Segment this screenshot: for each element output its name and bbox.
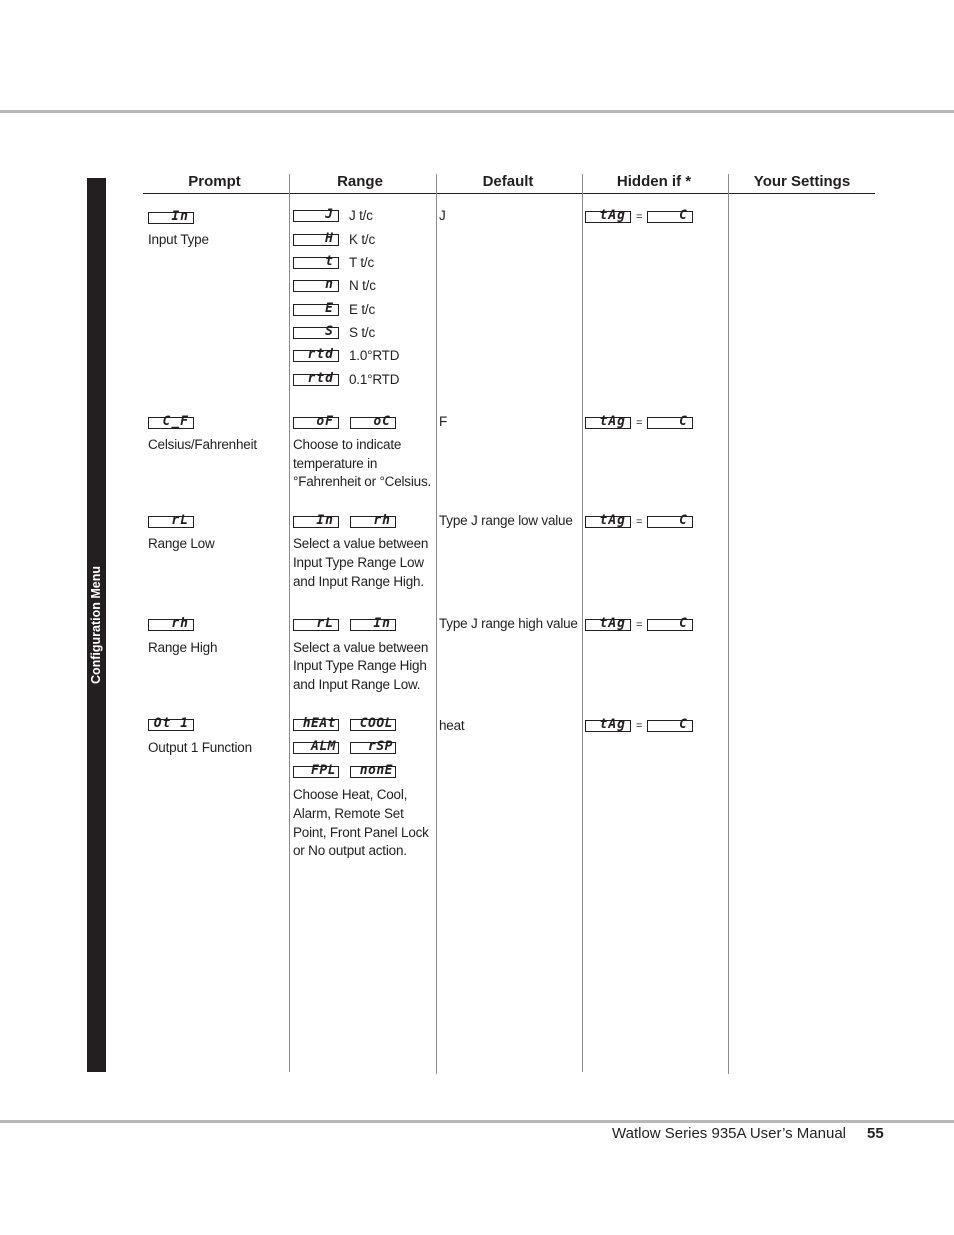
range-display: E <box>293 304 339 316</box>
range-display: rtd <box>293 350 339 362</box>
equals-sign: = <box>636 619 643 631</box>
range-display: oC <box>350 417 396 429</box>
default-value: Type J range high value <box>439 616 578 631</box>
header-rule <box>143 193 875 194</box>
prompt-label: Range High <box>148 640 218 655</box>
range-description-line: Choose Heat, Cool, <box>293 787 408 802</box>
bottom-rule <box>0 1120 954 1123</box>
range-option-label: 0.1°RTD <box>349 372 400 387</box>
equals-sign: = <box>636 516 643 528</box>
range-description-line: °Fahrenheit or °Celsius. <box>293 474 432 489</box>
hidden-if-value-display: C <box>647 619 693 631</box>
range-display: J <box>293 210 339 222</box>
range-display: t <box>293 257 339 269</box>
hidden-if-value-display: C <box>647 417 693 429</box>
range-option-label: E t/c <box>349 302 376 317</box>
range-description-line: and Input Range High. <box>293 574 424 589</box>
prompt-label: Celsius/Fahrenheit <box>148 437 257 452</box>
range-display: In <box>350 619 396 631</box>
prompt-display: In <box>148 212 194 224</box>
prompt-display: C_F <box>148 417 194 429</box>
range-description-line: Select a value between <box>293 536 429 551</box>
prompt-display: rL <box>148 516 194 528</box>
range-description-line: Select a value between <box>293 640 429 655</box>
hidden-if-display: tAg <box>585 417 631 429</box>
range-display: rtd <box>293 374 339 386</box>
range-description-line: Point, Front Panel Lock <box>293 825 429 840</box>
range-display: n <box>293 280 339 292</box>
range-display: ALM <box>293 742 339 754</box>
default-value: Type J range low value <box>439 513 573 528</box>
header-default: Default <box>482 173 534 190</box>
equals-sign: = <box>636 211 643 223</box>
range-display: oF <box>293 417 339 429</box>
hidden-if-value-display: C <box>647 211 693 223</box>
range-display: COOL <box>350 719 396 731</box>
default-value: J <box>439 208 446 223</box>
hidden-if-display: tAg <box>585 619 631 631</box>
range-description-line: Alarm, Remote Set <box>293 806 404 821</box>
range-display: hEAt <box>293 719 339 731</box>
default-value: heat <box>439 718 465 733</box>
range-option-label: S t/c <box>349 325 376 340</box>
header-range: Range <box>337 173 383 190</box>
column-divider <box>289 174 290 1072</box>
prompt-display: Ot 1 <box>148 719 194 731</box>
equals-sign: = <box>636 720 643 732</box>
range-option-label: J t/c <box>349 208 373 223</box>
range-description-line: temperature in <box>293 456 378 471</box>
hidden-if-display: tAg <box>585 720 631 732</box>
hidden-if-display: tAg <box>585 211 631 223</box>
equals-sign: = <box>636 417 643 429</box>
range-display: In <box>293 516 339 528</box>
range-display: S <box>293 327 339 339</box>
range-description-line: Input Type Range High <box>293 658 427 673</box>
prompt-display: rh <box>148 619 194 631</box>
range-option-label: 1.0°RTD <box>349 348 400 363</box>
range-display: nonE <box>350 766 396 778</box>
top-rule <box>0 110 954 113</box>
footer-title: Watlow Series 935A User’s Manual <box>612 1125 846 1142</box>
range-description-line: or No output action. <box>293 843 407 858</box>
range-option-label: N t/c <box>349 278 376 293</box>
range-display: rSP <box>350 742 396 754</box>
range-description-line: Input Type Range Low <box>293 555 424 570</box>
hidden-if-value-display: C <box>647 516 693 528</box>
range-display: rh <box>350 516 396 528</box>
hidden-if-value-display: C <box>647 720 693 732</box>
header-hidden-if: Hidden if * <box>616 173 692 190</box>
header-your-settings: Your Settings <box>753 173 851 190</box>
range-display: H <box>293 234 339 246</box>
column-divider <box>728 174 729 1074</box>
range-display: rL <box>293 619 339 631</box>
range-option-label: T t/c <box>349 255 375 270</box>
range-option-label: K t/c <box>349 232 376 247</box>
page-number: 55 <box>867 1125 884 1142</box>
prompt-label: Input Type <box>148 232 209 247</box>
header-prompt: Prompt <box>188 173 241 190</box>
default-value: F <box>439 414 448 429</box>
column-divider <box>582 174 583 1072</box>
prompt-label: Output 1 Function <box>148 740 252 755</box>
range-display: FPL <box>293 766 339 778</box>
prompt-label: Range Low <box>148 536 215 551</box>
range-description-line: and Input Range Low. <box>293 677 421 692</box>
column-divider <box>436 174 437 1074</box>
side-tab-label: Configuration Menu <box>89 565 103 685</box>
hidden-if-display: tAg <box>585 516 631 528</box>
range-description-line: Choose to indicate <box>293 437 402 452</box>
